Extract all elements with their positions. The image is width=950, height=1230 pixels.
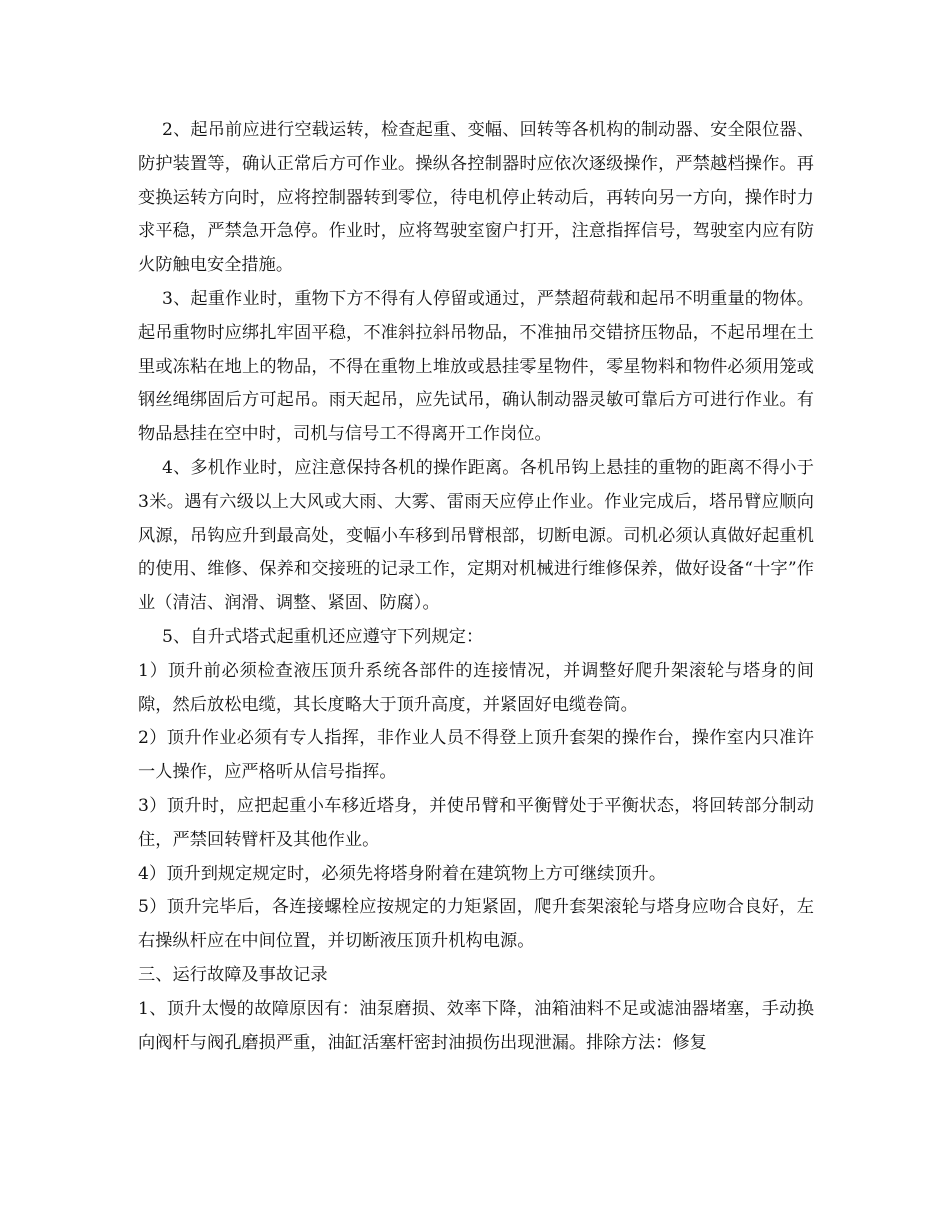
paragraph-subitem-5: 5）顶升完毕后，各连接螺栓应按规定的力矩紧固，爬升套架滚轮与塔身应吻合良好，左右操纵杆应在中间位置，并切断液压顶升机构电源。 [138,897,814,952]
paragraph-subitem-2: 2）顶升作业必须有专人指挥，非作业人员不得登上顶升套架的操作台，操作室内只准许一人操作，应严格听从信号指挥。 [138,728,814,783]
paragraph-fault-1: 1、顶升太慢的故障原因有：油泵磨损、效率下降，油箱油料不足或滤油器堵塞，手动换向阀杆与阀孔磨损严重，油缸活塞杆密封油损伤出现泄漏。排除方法：修复 [138,998,814,1053]
paragraph-subitem-4: 4）顶升到规定规定时，必须先将塔身附着在建筑物上方可继续顶升。 [138,863,667,884]
paragraph-item-2: 2、起吊前应进行空载运转，检查起重、变幅、回转等各机构的制动器、安全限位器、防护装置等，确认正常后方可作业。操纵各控制器时应依次逐级操作，严禁越档操作。再变换运转方向时，应将控制器转到零位，待电机停止转动后，再转向另一方向，操作时力求平稳，严禁急开急停。作业时，应将驾驶室窗户打开，注意指挥信号，驾驶室内应有防火防触电安全措施。 [138,120,814,276]
paragraph-subitem-1: 1）顶升前必须检查液压顶升系统各部件的连接情况，并调整好爬升架滚轮与塔身的间隙，然后放松电缆，其长度略大于顶升高度，并紧固好电缆卷筒。 [138,660,814,715]
paragraph-item-4: 4、多机作业时，应注意保持各机的操作距离。各机吊钩上悬挂的重物的距离不得小于3米。遇有六级以上大风或大雨、大雾、雷雨天应停止作业。作业完成后，塔吊臂应顺向风源，吊钩应升到最高处，变幅小车移到吊臂根部，切断电源。司机必须认真做好起重机的使用、维修、保养和交接班的记录工作，定期对机械进行维修保养，做好设备“十字”作业（清洁、润滑、调整、紧固、防腐）。 [138,457,814,614]
paragraph-subitem-3: 3）顶升时，应把起重小车移近塔身，并使吊臂和平衡臂处于平衡状态，将回转部分制动住，严禁回转臂杆及其他作业。 [138,795,814,850]
paragraph-item-3: 3、起重作业时，重物下方不得有人停留或通过，严禁超荷载和起吊不明重量的物体。起吊重物时应绑扎牢固平稳，不准斜拉斜吊物品，不准抽吊交错挤压物品，不起吊埋在土里或冻粘在地上的物品，不得在重物上堆放或悬挂零星物件，零星物料和物件必须用笼或钢丝绳绑固后方可起吊。雨天起吊，应先试吊，确认制动器灵敏可靠后方可进行作业。有物品悬挂在空中时，司机与信号工不得离开工作岗位。 [138,288,814,445]
section-heading: 三、运行故障及事故记录 [138,964,328,985]
document-page [138,114,814,1060]
paragraph-item-5: 5、自升式塔式起重机还应遵守下列规定： [162,626,484,647]
